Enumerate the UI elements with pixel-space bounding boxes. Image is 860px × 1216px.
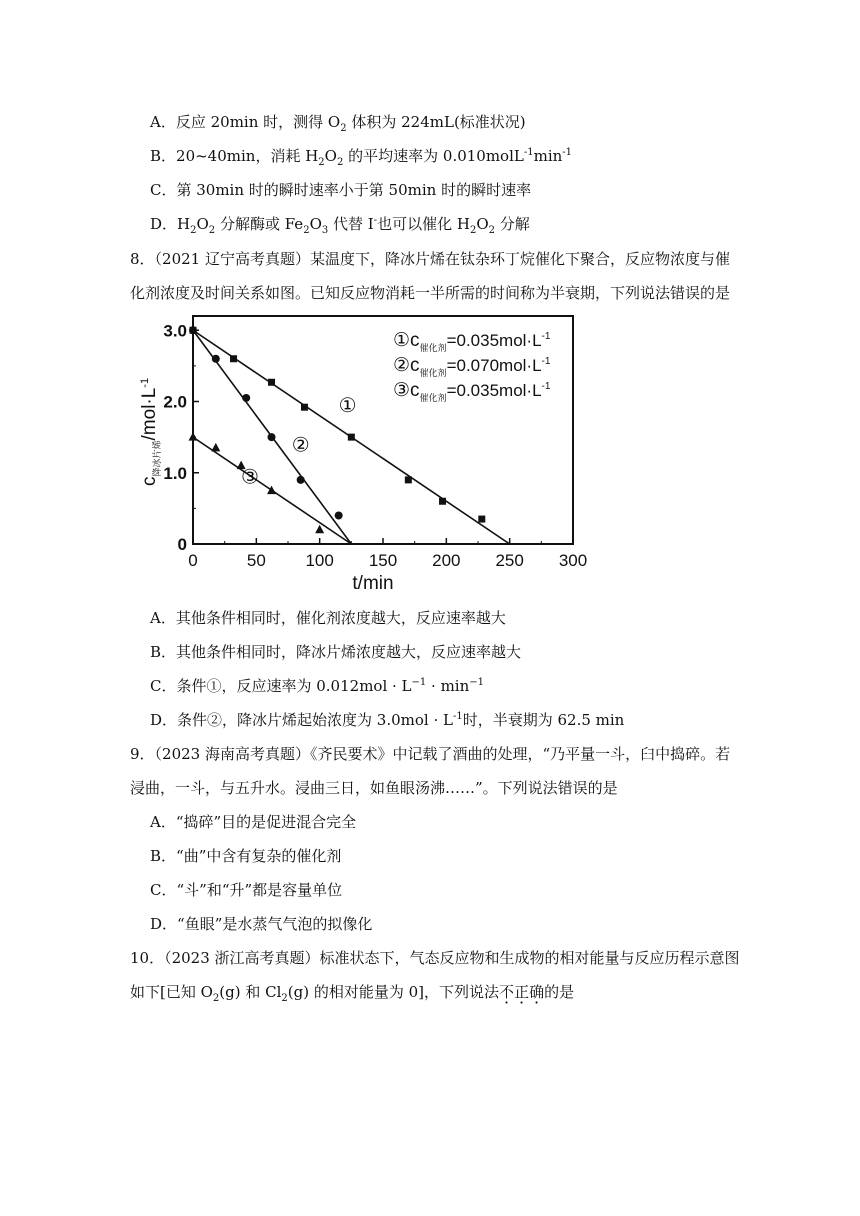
plot-frame xyxy=(193,316,573,544)
triangle-marker xyxy=(189,432,198,441)
circle-marker xyxy=(212,355,220,363)
x-tick-label: 250 xyxy=(495,551,524,570)
square-marker xyxy=(478,516,485,523)
y-tick-label: 2.0 xyxy=(163,392,187,412)
q9-stem-line2: 浸曲，一斗，与五升水。浸曲三日，如鱼眼汤沸……”。下列说法错误的是 xyxy=(130,779,618,797)
x-tick-label: 300 xyxy=(558,551,588,570)
x-tick-label: 200 xyxy=(432,551,461,570)
y-tick-label: 3.0 xyxy=(163,321,187,341)
x-tick-label: 0 xyxy=(188,551,198,570)
q8-option-c: C．条件①，反应速率为 $0.012mol \cdot L^{-1} \cdot \min^{-1}$ xyxy=(150,677,485,695)
circle-marker xyxy=(297,476,305,484)
circle-marker xyxy=(335,512,343,520)
q7-option-d: D．$H_2O_2$ 分解酶或 $Fe_2O_3$ 代替 I-也可以催化 $H_2O_2$ 分解 xyxy=(150,215,530,236)
y-tick-label: 0 xyxy=(177,535,187,554)
x-tick-label: 150 xyxy=(368,551,398,570)
x-tick-label: 100 xyxy=(305,551,334,570)
curve-label-2: ② xyxy=(291,434,310,457)
q7-option-a: A．反应 20min 时，测得 $O_2$ 体积为 224mL(标准状况) xyxy=(150,113,526,134)
curve-label-1: ① xyxy=(338,395,357,418)
y-tick-label: 1.0 xyxy=(163,463,187,483)
triangle-marker xyxy=(267,486,276,495)
circle-marker xyxy=(242,394,250,402)
legend-entry-2: $②c_{催化剂}=0.070mol\cdot L^{-1}$ xyxy=(393,355,551,378)
triangle-marker xyxy=(315,525,324,534)
q8-chart xyxy=(135,312,595,597)
q9-option-c: C．“斗”和“升”都是容量单位 xyxy=(150,881,343,899)
curve-label-3: ③ xyxy=(241,466,259,489)
square-marker xyxy=(439,498,446,505)
q9-stem-line1: 9．（2023 海南高考真题）《齐民要术》中记载了酒曲的处理，“乃平量一斗，臼中捣碎。若 xyxy=(130,745,731,763)
square-marker xyxy=(405,476,412,483)
q8-option-b: B．其他条件相同时，降冰片烯浓度越大，反应速率越大 xyxy=(150,643,522,661)
q8-option-a: A．其他条件相同时，催化剂浓度越大，反应速率越大 xyxy=(150,609,506,627)
square-marker xyxy=(230,355,237,362)
x-tick-label: 50 xyxy=(246,551,266,570)
q9-option-b: B．“曲”中含有复杂的催化剂 xyxy=(150,847,342,865)
square-marker xyxy=(301,404,308,411)
q8-stem-line1: 8．（2021 辽宁高考真题）某温度下，降冰片烯在钛杂环丁烷催化下聚合，反应物浓度与催 xyxy=(130,250,730,268)
q10-stem-line1: 10．（2023 浙江高考真题）标准状态下，气态反应物和生成物的相对能量与反应历程示意图 xyxy=(130,949,740,967)
q8-stem-line2: 化剂浓度及时间关系如图。已知反应物消耗一半所需的时间称为半衰期，下列说法错误的是 xyxy=(130,284,731,302)
q9-option-a: A．“捣碎”目的是促进混合完全 xyxy=(150,813,357,831)
circle-marker xyxy=(189,326,197,334)
legend-entry-3: $③c_{催化剂}=0.035mol\cdot L^{-1}$ xyxy=(393,380,551,403)
legend-entry-1: $①c_{催化剂}=0.035mol\cdot L^{-1}$ xyxy=(393,330,551,353)
circle-marker xyxy=(268,433,276,441)
q9-option-d: D．“鱼眼”是水蒸气气泡的拟像化 xyxy=(150,915,373,933)
q8-option-d: D．条件②，降冰片烯起始浓度为 $3.0mol \cdot L^{-1}$时，半衰期为 62.5 min xyxy=(150,711,625,729)
y-axis-label: $c_{降冰片烯}/mol\cdot L^{-1}$ xyxy=(139,377,162,486)
q10-stem-line2: 如下[已知 $O_2(g)$ 和 $Cl_2(g)$ 的相对能量为 0]，下列说法不正确的是 xyxy=(130,983,575,1004)
square-marker xyxy=(348,434,355,441)
q7-option-c: C．第 30min 时的瞬时速率小于第 50min 时的瞬时速率 xyxy=(150,181,532,199)
q7-option-b: B．20~40min，消耗 $H_2O_2$ 的平均速率为 $0.010molL^{-1}\min^{-1}$ xyxy=(150,147,573,168)
x-axis-label: t/min xyxy=(352,573,394,594)
square-marker xyxy=(268,379,275,386)
triangle-marker xyxy=(211,443,220,452)
